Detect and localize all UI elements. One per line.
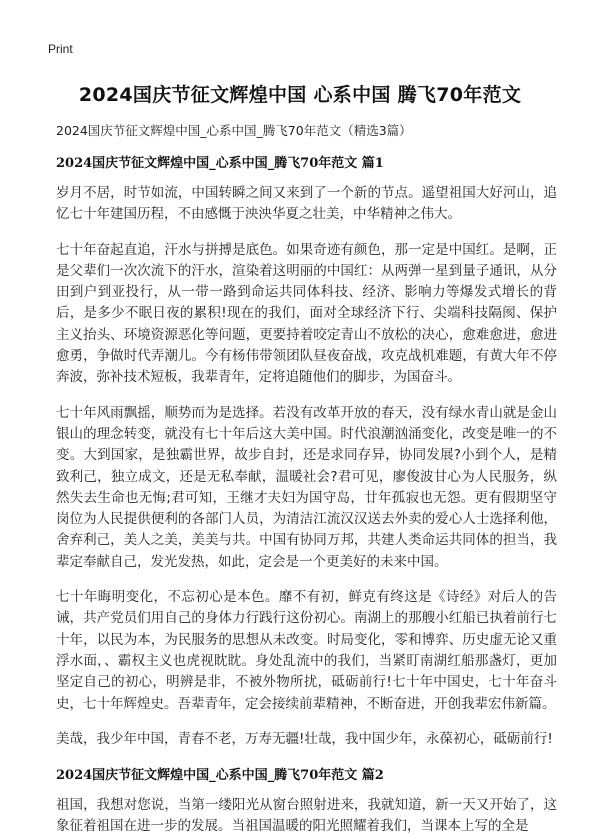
subtitle: 2024国庆节征文辉煌中国_心系中国_腾飞70年范文（精选3篇） bbox=[56, 123, 412, 138]
paragraph: 七十年风雨飘摇，顺势而为是选择。若没有改革开放的春天，没有绿水青山就是金山银山的理念转变，就没有七十年后这大美中国。时代浪潮汹涌变化，改变是唯一的不变。大到国家，是独霸世界，故步自封，还是求同存异，协同发展?小到个人，是精致利己，独立成文，还是无私奉献，温暖社会?君可见，廖俊波甘心为人民服务，纵然失去生命也无悔;君可知，王继才夫妇为国守岛，廿年孤寂也无怨。更有假期坚守岗位为人民提供便利的各部门人员，为清洁江流汉汉送去外卖的爱心人士选择利他，舍弃利己，美人之美，美美与共。中国有协同万邦，共建人类命运共同体的担当，我辈定奉献自己，发光发热，如此，定会是一个更美好的未来中国。 bbox=[56, 404, 557, 570]
paragraph: 岁月不居，时节如流，中国转瞬之间又来到了一个新的节点。遥望祖国大好河山，追忆七十年建国历程，不由感慨于泱泱华夏之壮美，中华精神之伟大。 bbox=[56, 185, 557, 223]
section-heading-2: 2024国庆节征文辉煌中国_心系中国_腾飞70年范文 篇2 bbox=[56, 768, 384, 784]
paragraph: 美哉，我少年中国，青春不老，万寿无疆!壮哉，我中国少年，永葆初心，砥砺前行! bbox=[56, 730, 553, 747]
paragraph: 祖国，我想对您说，当第一缕阳光从窗台照射进来，我就知道，新一天又开始了，这象征着祖国在进一步的发展。当祖国温暖的阳光照耀着我们，当课本上写的全是 bbox=[56, 797, 557, 835]
paragraph: 七十年晦明变化，不忘初心是本色。靡不有初，鲜克有终这是《诗经》对后人的告诫，共产党员们用自己的身体力行践行这份初心。南湖上的那艘小红船已执着前行七十年，以民为本，为民服务的思想从未改变。时局变化，零和博弈、历史虚无论又重浮水面，、霸权主义也虎视眈眈。身处乱流中的我们，当紧盯南湖红船那盏灯，更加坚定自己的初心，明辨是非，不被外物所扰，砥砺前行!七十年中国史，七十年奋斗史，七十年辉煌史。吾辈青年，定会接续前辈精神，不断奋进，开创我辈宏伟新篇。 bbox=[56, 589, 557, 712]
page-title: 2024国庆节征文辉煌中国 心系中国 腾飞70年范文 bbox=[78, 84, 522, 106]
print-link[interactable]: Print bbox=[48, 42, 73, 56]
paragraph: 七十年奋起直追，汗水与拼搏是底色。如果奇迹有颜色，那一定是中国红。是啊，正是父辈们一次次流下的汗水，渲染着这明丽的中国红：从两弹一星到量子通讯，从分田到户到亚投行，从一带一路到命运共同体科技、经济、影响力等爆发式增长的背后，是多少不眠日夜的累积!现在的我们，面对全球经济下行、尖端科技隔阂、保护主义抬头、环境资源恶化等问题，更要持着咬定青山不放松的决心，愈难愈进，愈进愈勇，争做时代弄潮儿。今有杨伟带领团队昼夜奋战，攻克战机难题，有黄大年不停奔波，弥补技术短板，我辈青年，定将追随他们的脚步，为国奋斗。 bbox=[56, 241, 557, 386]
section-heading-1: 2024国庆节征文辉煌中国_心系中国_腾飞70年范文 篇1 bbox=[56, 156, 384, 171]
